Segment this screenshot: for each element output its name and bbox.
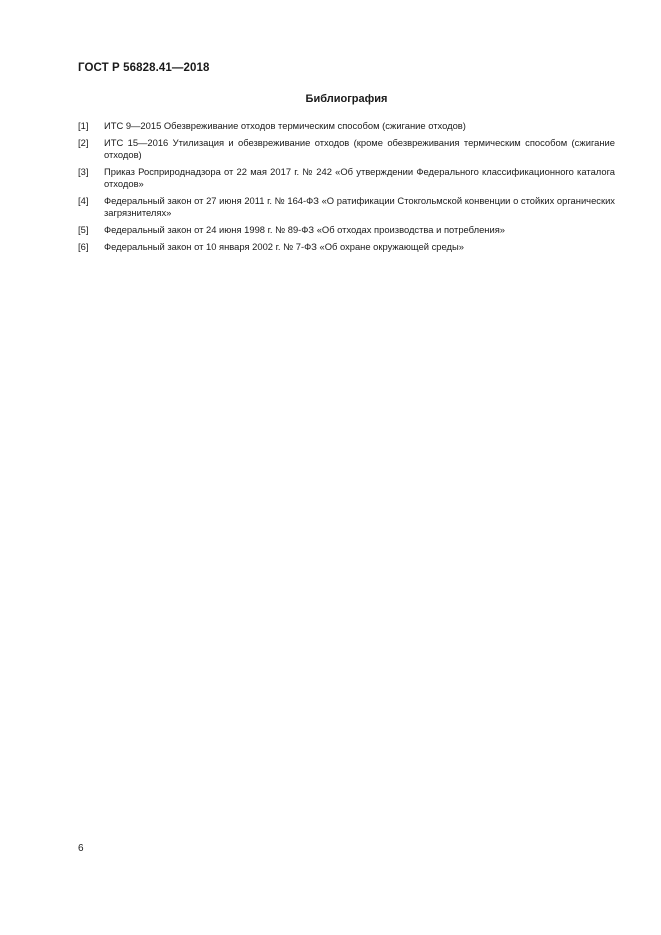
bibliography-item — [78, 224, 615, 236]
bibliography-item — [78, 166, 615, 190]
reference-text: Федеральный закон от 24 июня 1998 г. № 89-ФЗ «Об отходах производства и потребления» — [104, 224, 505, 235]
section-title: Библиография — [305, 93, 388, 105]
reference-number: [4] — [78, 195, 89, 206]
reference-text: Федеральный закон от 27 июня 2011 г. № 164-ФЗ «О ратификации Стокгольмской конвенции о стойких органических загрязнителях» — [104, 195, 615, 218]
bibliography-item — [78, 195, 615, 219]
reference-number: [2] — [78, 137, 89, 148]
bibliography-item — [78, 241, 615, 253]
bibliography-item — [78, 120, 615, 132]
document-header: ГОСТ Р 56828.41—2018 — [78, 62, 210, 74]
reference-number: [1] — [78, 120, 89, 131]
reference-number: [6] — [78, 241, 89, 252]
bibliography-item — [78, 137, 615, 161]
reference-number: [5] — [78, 224, 89, 235]
bibliography-list — [78, 120, 615, 258]
reference-text: Приказ Росприроднадзора от 22 мая 2017 г. № 242 «Об утверждении Федерального классификационного каталога отходов» — [104, 166, 615, 189]
reference-number: [3] — [78, 166, 89, 177]
reference-text: Федеральный закон от 10 января 2002 г. № 7-ФЗ «Об охране окружающей среды» — [104, 241, 464, 252]
reference-text: ИТС 15—2016 Утилизация и обезвреживание отходов (кроме обезвреживания термическим способом (сжигание отходов) — [104, 137, 615, 160]
page-number: 6 — [78, 843, 84, 854]
reference-text: ИТС 9—2015 Обезвреживание отходов термическим способом (сжигание отходов) — [104, 120, 466, 131]
